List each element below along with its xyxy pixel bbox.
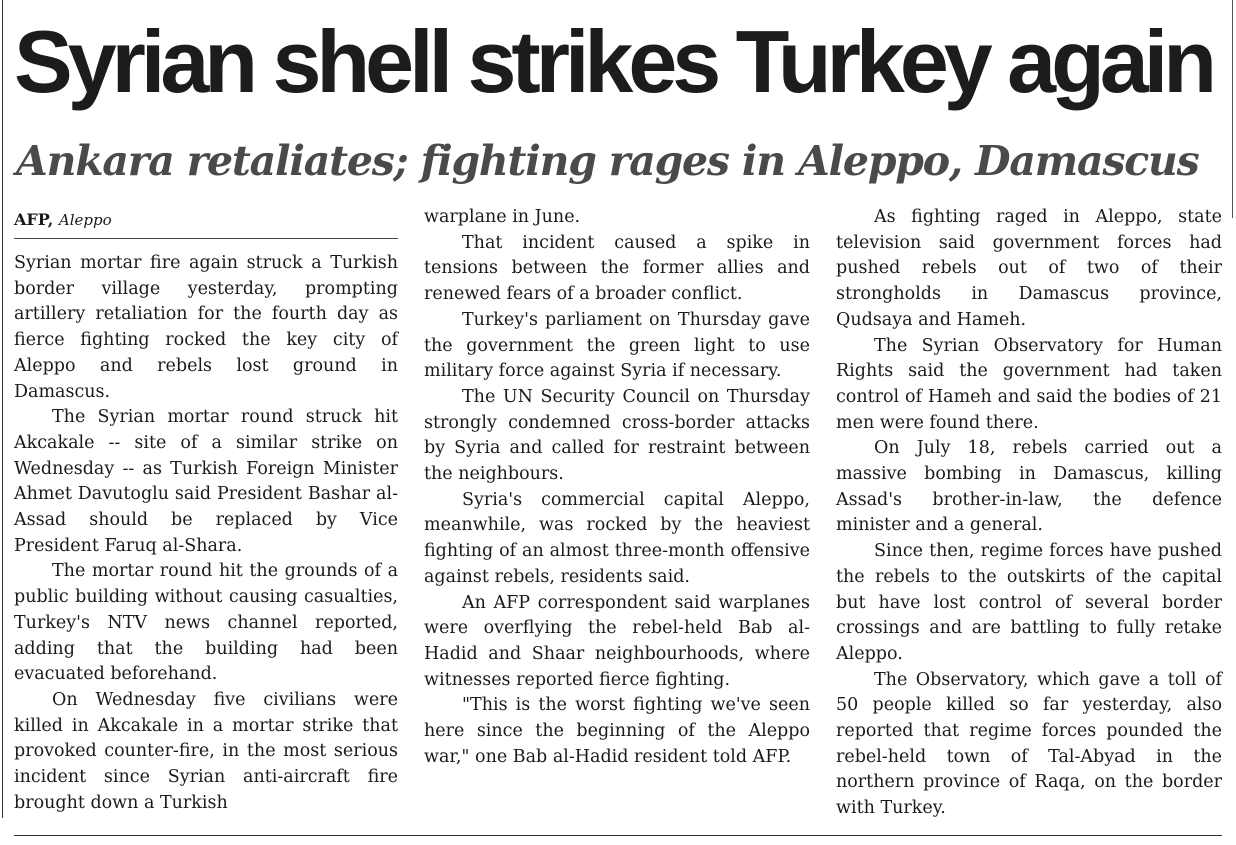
article-column-3 — [836, 205, 1222, 822]
paragraph: Turkey's parliament on Thursday gave the government the green light to use military force against Syria if necessary. — [424, 309, 810, 382]
dateline — [14, 205, 398, 239]
headline: Syrian shell strikes Turkey again — [14, 12, 1213, 111]
right-column-rule — [1232, 0, 1233, 218]
dateline-separator: , — [47, 210, 59, 229]
paragraph: On Wednesday five civilians were killed in Akcakale in a mortar strike that provoked counter-fire, in the most serious incident since Syrian anti-aircraft fire brought down a Turkish — [14, 689, 398, 813]
paragraph: The Syrian mortar round struck hit Akcakale -- site of a similar strike on Wednesday -- as Turkish Foreign Minister Ahmet Davutoglu said President Bashar al-Assad should be replaced by Vice President Faruq al-Shara. — [14, 407, 398, 556]
paragraph: On July 18, rebels carried out a massive bombing in Damascus, killing Assad's brother-in-law, the defence minister and a general. — [836, 438, 1222, 536]
article-column-1 — [14, 205, 398, 816]
paragraph: As fighting raged in Aleppo, state television said government forces had pushed rebels out of two of their strongholds in Damascus province, Qudsaya and Hameh. — [836, 207, 1222, 330]
paragraph: The Syrian Observatory for Human Rights said the government had taken control of Hameh and said the bodies of 21 men were found there. — [836, 335, 1222, 433]
paragraph: That incident caused a spike in tensions between the former allies and renewed fears of a broader conflict. — [424, 232, 810, 305]
left-column-rule — [2, 0, 3, 818]
dateline-place: Aleppo — [58, 211, 112, 229]
paragraph: An AFP correspondent said warplanes were overflying the rebel-held Bab al-Hadid and Shaar neighbourhoods, where witnesses reported fierce fighting. — [424, 592, 810, 690]
paragraph: Syria's commercial capital Aleppo, meanwhile, was rocked by the heaviest fighting of an almost three-month offensive against rebels, residents said. — [424, 489, 810, 587]
paragraph: Since then, regime forces have pushed the rebels to the outskirts of the capital but have lost control of several border crossings and are battling to fully retake Aleppo. — [836, 541, 1222, 664]
dateline-agency: AFP — [14, 210, 48, 229]
paragraph: The Observatory, which gave a toll of 50 people killed so far yesterday, also reported that regime forces pounded the rebel-held town of Tal-Abyad in the northern province of Raqa, on the border with Turkey. — [836, 669, 1222, 819]
bottom-rule — [14, 835, 1222, 836]
paragraph: The UN Security Council on Thursday strongly condemned cross-border attacks by Syria and called for restraint between the neighbours. — [424, 386, 810, 485]
subheadline: Ankara retaliates; fighting rages in Aleppo, Damascus — [16, 137, 1199, 185]
article-column-2 — [424, 205, 810, 770]
paragraph: warplane in June. — [424, 207, 581, 227]
paragraph: The mortar round hit the grounds of a public building without causing casualties, Turkey's NTV news channel reported, adding that the building had been evacuated beforehand. — [14, 561, 398, 685]
paragraph: Syrian mortar fire again struck a Turkish border village yesterday, prompting artillery retaliation for the fourth day as fierce fighting rocked the key city of Aleppo and rebels lost ground in Damascus. — [14, 253, 398, 402]
paragraph: "This is the worst fighting we've seen here since the beginning of the Aleppo war," one Bab al-Hadid resident told AFP. — [424, 695, 810, 767]
